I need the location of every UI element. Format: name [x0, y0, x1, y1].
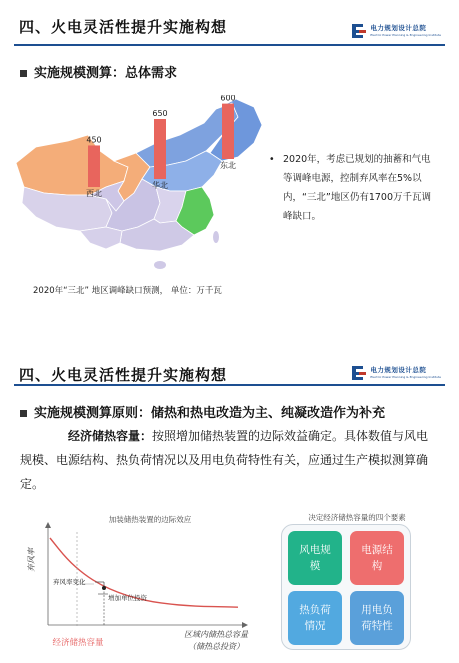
logo-text: 电力规划设计总院	[370, 24, 427, 33]
square-bullet-icon	[20, 410, 27, 417]
region-bar	[154, 119, 166, 179]
annotation-economic-capacity: 经济储热容量	[52, 638, 104, 648]
map-caption: 2020年“三北” 地区调峰缺口预测， 单位：万千瓦	[33, 286, 222, 296]
factor-tile: 热负荷情况	[288, 591, 342, 645]
factor-tile: 风电规模	[288, 531, 342, 585]
logo	[352, 366, 441, 380]
logo-icon	[352, 24, 366, 38]
side-note-text: 2020年，考虑已规划的抽蓄和气电等调峰电源，控制弃风率在5%以内，“三北”地区仍有1700万千瓦调峰缺口。	[283, 154, 432, 222]
x-axis-label: 区域内储热总容量	[184, 630, 248, 639]
paragraph-text: 按照增加储热装置的边际效益确定。具体数值与风电规模、电源结构、热负荷情况以及用电负荷特性有关，应通过生产模拟测算确定。	[20, 429, 429, 491]
region-value-label: 600	[220, 95, 236, 103]
body-paragraph	[20, 424, 440, 496]
region-value-label: 450	[86, 135, 102, 145]
slide-title: 四、火电灵活性提升实施构想	[19, 366, 228, 384]
annotation-unit-investment: 增加单位投资	[108, 594, 147, 602]
factors-title: 决定经济储热容量的四个要素	[308, 513, 406, 522]
factors-panel	[277, 512, 437, 652]
region-name-label: 西北	[86, 189, 102, 198]
square-bullet-icon	[20, 70, 27, 77]
region-bar	[222, 104, 234, 159]
section-heading: 实施规模测算：总体需求	[20, 62, 177, 81]
curve-chart	[20, 512, 265, 662]
side-note	[269, 150, 439, 226]
chart-title: 加装储热装置的边际效应	[108, 515, 192, 524]
title-divider	[14, 384, 445, 386]
slide-gap	[0, 332, 459, 350]
section-heading: 实施规模测算原则：储热和热电改造为主、纯凝改造作为补充	[20, 402, 385, 421]
x-axis-sublabel: （储热总投资）	[188, 642, 244, 651]
region-value-label: 650	[152, 109, 168, 118]
slide-2	[0, 350, 459, 663]
factor-tile: 电源结构	[350, 531, 404, 585]
china-region-map	[10, 95, 270, 285]
factors-box	[281, 524, 411, 650]
x-axis-arrow	[242, 622, 248, 628]
annotation-curtailment-change: 弃风率变化	[53, 578, 86, 586]
marginal-point	[102, 586, 106, 590]
logo	[352, 24, 441, 38]
marginal-effect-chart	[20, 512, 265, 662]
factor-tile: 用电负荷特性	[350, 591, 404, 645]
region-bar	[88, 145, 100, 187]
bullet-icon: •	[269, 154, 275, 165]
title-divider	[14, 44, 445, 46]
region-name-label: 东北	[220, 161, 236, 170]
slide-title: 四、火电灵活性提升实施构想	[19, 18, 228, 36]
logo-text: 电力规划设计总院	[370, 366, 427, 375]
y-axis-label: 弃风率	[27, 548, 36, 572]
region-name-label: 华北	[152, 181, 168, 190]
y-axis-arrow	[45, 522, 51, 528]
paragraph-lead: 经济储热容量：	[68, 429, 153, 443]
logo-subtext: Electric Power Planning & Engineering Institute	[370, 374, 441, 379]
logo-subtext: Electric Power Planning & Engineering Institute	[370, 32, 441, 37]
logo-icon	[352, 366, 366, 380]
map-graphic	[10, 95, 270, 285]
